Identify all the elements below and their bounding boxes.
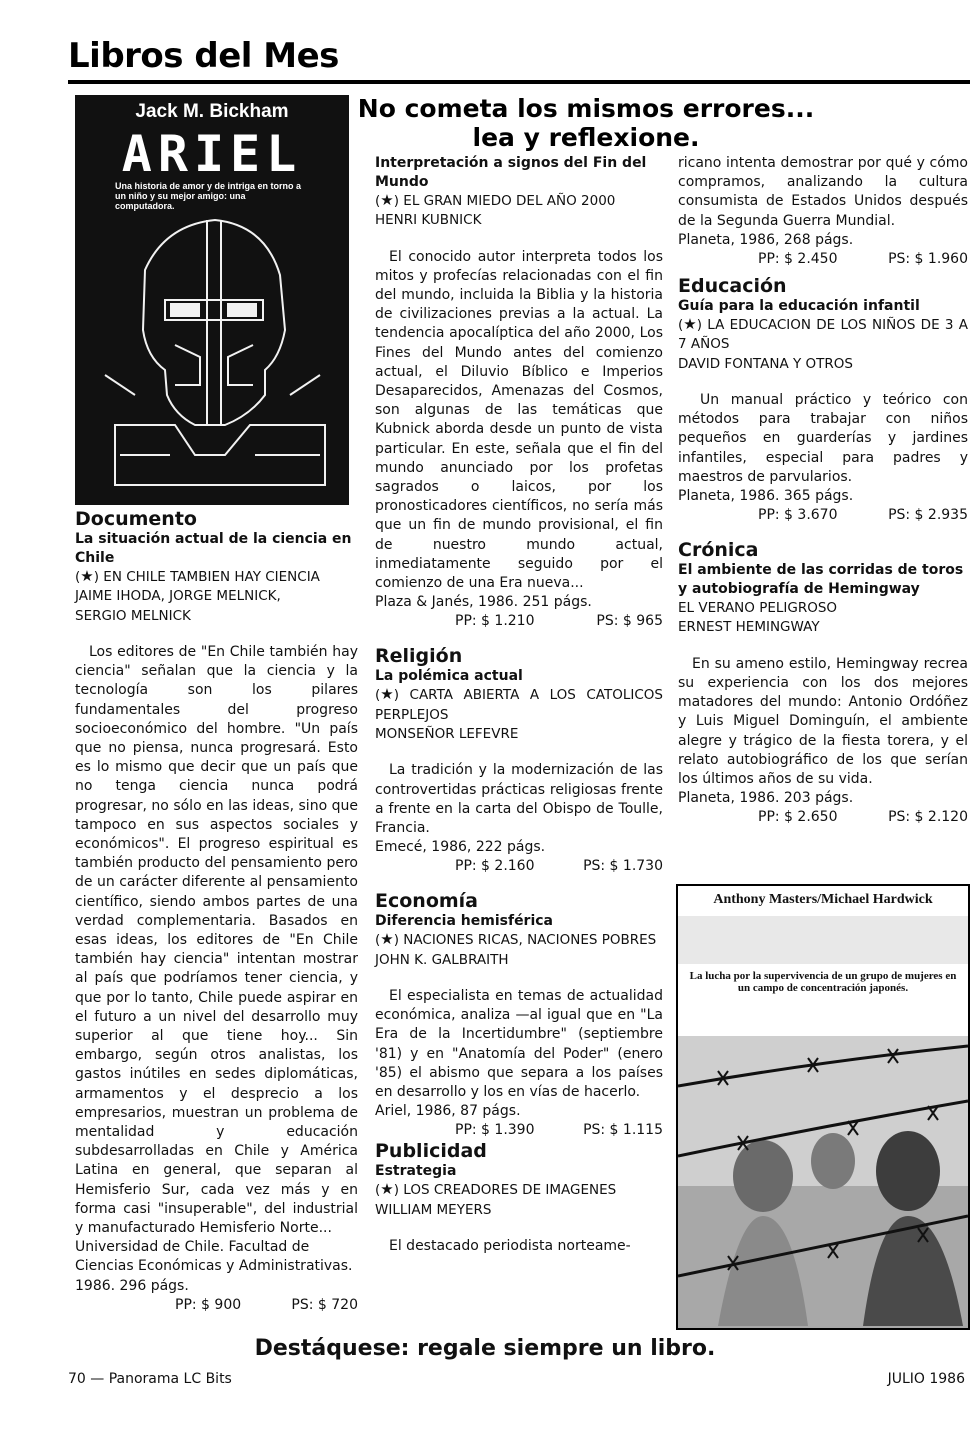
book-documento (75, 508, 358, 1315)
title-cronica: EL VERANO PELIGROSO (678, 600, 838, 617)
body-cronica: En su ameno estilo, Hemingway recrea su experiencia con los dos mejores matadores del mundo: Antonio Ordóñez y Luis Miguel Dominguín, el ambiente alegre y trágico de la fiesta torera, y el relato autobiográfico de los que serían los últimos años de su vida. (678, 655, 968, 787)
price-pp: PP: $ 900 (175, 1296, 242, 1313)
cover-face-illustration (75, 95, 349, 505)
category-religion: Religión (375, 645, 463, 668)
body-documento: Los editores de "En Chile también hay ciencia" señalan que la ciencia y la tecnología son los pilares fundamentales del progreso socioeconómico del hombre. "Un país que no piensa, nunca progresará. Esto es lo mismo que decir que un país que no tenga ciencia nunca podrá progresar, no sólo en las ideas, sino que tampoco en sus aspectos sociales y económicos". El progreso espiritual es también producto del pensamiento pero de un carácter diferente al pensamiento científico, siendo ambos partes de una verdad complementaria. Basados en esas ideas, los editores de "En Chile también hay ciencia" intentan mostrar al país que podríamos tener ciencia, y que por lo tanto, Chile puede aspirar en el futuro a un nivel del desarrollo muy superior al que tiene hoy... Sin embargo, según otros analistas, los gastos inútiles en sedes diplomáticas, armamentos y el desprecio a los empresarios, muestran un problema de mentalidad y educación subdesarrolladas en Chile y América Latina en general, que separan al Hemisferio Sur, cada vez más y en forma casi "insuperable", del industrial y manufacturado Hemisferio Norte... (75, 643, 358, 1236)
right-column (678, 154, 968, 827)
star-icon: ★ (380, 1180, 394, 1199)
category-cronica: Crónica (678, 539, 759, 562)
section-title: Libros del Mes (68, 36, 339, 76)
prices-economia (375, 1121, 663, 1140)
publisher-publicidad: Planeta, 1986, 268 págs. (678, 231, 854, 248)
authors-cronica: ERNEST HEMINGWAY (678, 619, 820, 636)
authors-publicidad: WILLIAM MEYERS (375, 1201, 492, 1218)
subtitle-documento: La situación actual de la ciencia en Chile (75, 531, 352, 566)
category-educacion: Educación (678, 275, 787, 298)
publisher-documento: Universidad de Chile. Facultad de Ciencias Económicas y Administrativas. 1986. 296 págs. (75, 1239, 353, 1294)
authors-interpretacion: HENRI KUBNICK (375, 212, 482, 229)
star-icon: ★ (380, 191, 394, 209)
middle-column (375, 154, 663, 1256)
price-ps: PS: $ 965 (596, 613, 663, 630)
publisher-interpretacion: Plaza & Janés, 1986. 251 págs. (375, 594, 592, 611)
price-ps: PS: $ 720 (291, 1296, 358, 1313)
cover-tagline: Una historia de amor y de intriga en torno a un niño y su mejor amigo: una computadora. (115, 181, 302, 211)
issue-date: JULIO 1986 (887, 1371, 965, 1387)
authors-religion: MONSEÑOR LEFEVRE (375, 726, 519, 743)
subtitle-economia: Diferencia hemisférica (375, 913, 554, 930)
star-icon: ★ (380, 685, 394, 704)
cover2-authors: Anthony Masters/Michael Hardwick (713, 892, 933, 907)
title-economia: (★) NACIONES RICAS, NACIONES POBRES (375, 930, 657, 949)
price-pp: PP: $ 1.210 (455, 613, 535, 630)
book-cover-ariel (75, 95, 349, 505)
price-ps: PS: $ 2.935 (888, 507, 968, 524)
publisher-economia: Ariel, 1986, 87 págs. (375, 1103, 521, 1120)
title-publicidad: (★) LOS CREADORES DE IMAGENES (375, 1180, 617, 1199)
cover2-tagline: La lucha por la supervivencia de un grupo de mujeres en un campo de concentración japonés. (689, 970, 957, 994)
price-pp: PP: $ 2.160 (455, 858, 535, 875)
subtitle-religion: La polémica actual (375, 668, 523, 685)
body-educacion: Un manual práctico y teórico con métodos para trabajar con niños pequeños en guarderías y jardines infantiles, especial para padres y maestros de parvularios. (678, 391, 968, 485)
prices-religion (375, 857, 663, 876)
book-cover-tenko (676, 884, 970, 1330)
page-label: 70 — Panorama LC Bits (68, 1371, 232, 1387)
authors-economia: JOHN K. GALBRAITH (375, 951, 509, 968)
body-publicidad-cont: ricano intenta demostrar por qué y cómo compramos, analizando la cultura consumista de Estados Unidos después de la Segunda Guerra Mundial. (678, 155, 968, 229)
star-icon: ★ (80, 567, 94, 585)
prices-interpretacion (375, 612, 663, 631)
prices-educacion (678, 506, 968, 525)
body-interpretacion: El conocido autor interpreta todos los mitos y profecías relacionadas con el fin del mundo, incluida la Biblia y la historia de civilizaciones previas a la actual. La tendencia apocalíptica del año 2000, Los Fines del Mundo antes del comienzo actual, el Diluvio Bíblico e Imperios Desaparecidos, Amenazas del Cosmos, son algunas de las temáticas que Kubnick aborda desde un punto de vista particular. En este, señala que el fin del mundo anunciado por los profetas sagrados o laicos, por los pronosticadores científicos, no sería más que un fin de mundo provisional, el fin de nuestro mundo actual, inmediatamente seguido por el comienzo de una Era nueva... (375, 248, 663, 592)
subtitle-interpretacion: Interpretación a signos del Fin del Mundo (375, 155, 647, 190)
price-ps: PS: $ 2.120 (888, 809, 968, 826)
publisher-cronica: Planeta, 1986. 203 págs. (678, 790, 854, 807)
price-pp: PP: $ 2.450 (758, 251, 838, 268)
category-publicidad: Publicidad (375, 1140, 487, 1163)
category-documento: Documento (75, 508, 197, 530)
headline: No cometa los mismos errores... lea y reflexione. (357, 94, 815, 152)
prices-documento (75, 1296, 358, 1315)
body-economia: El especialista en temas de actualidad económica, analiza —al igual que en "La Era de la Incertidumbre" (septiembre '81) y en "Anatomía del Poder" (enero '85) el abismo que separa a los países en desarrollo y los en vías de hacerlo. (375, 987, 663, 1100)
price-ps: PS: $ 1.115 (583, 1122, 663, 1139)
title-interpretacion: (★) EL GRAN MIEDO DEL AÑO 2000 (375, 191, 616, 209)
authors-educacion: DAVID FONTANA Y OTROS (678, 355, 853, 372)
authors-documento: JAIME IHODA, JORGE MELNICK, (75, 588, 281, 605)
price-pp: PP: $ 1.390 (455, 1122, 535, 1139)
price-ps: PS: $ 1.730 (583, 858, 663, 875)
title-educacion: (★) LA EDUCACION DE LOS NIÑOS DE 3 A 7 AÑOS (678, 315, 968, 353)
star-icon: ★ (380, 930, 394, 949)
body-religion: La tradición y la modernización de las controvertidas prácticas religiosas frente a frente en la carta del Obispo de Toulle, Francia. (375, 762, 663, 836)
category-economia: Economía (375, 890, 479, 913)
prices-cronica (678, 808, 968, 827)
footer-banner: Destáquese: regale siempre un libro. (254, 1336, 716, 1361)
prices-publicidad (678, 250, 968, 269)
price-pp: PP: $ 2.650 (758, 809, 838, 826)
subtitle-cronica: El ambiente de las corridas de toros y autobiografía de Hemingway (678, 562, 964, 598)
cover-title: ARIEL (121, 125, 303, 183)
publisher-educacion: Planeta, 1986. 365 págs. (678, 487, 854, 504)
header-rule (68, 80, 970, 84)
star-icon: ★ (683, 315, 697, 334)
cover2-photo-illustration (678, 886, 968, 1328)
title-documento: (★) EN CHILE TAMBIEN HAY CIENCIA (75, 567, 320, 585)
cover-author: Jack M. Bickham (135, 101, 289, 122)
authors-documento-2: SERGIO MELNICK (75, 607, 191, 624)
subtitle-educacion: Guía para la educación infantil (678, 298, 920, 315)
publisher-religion: Emecé, 1986, 222 págs. (375, 839, 546, 856)
subtitle-publicidad: Estrategia (375, 1163, 457, 1180)
title-religion: (★) CARTA ABIERTA A LOS CATOLICOS PERPLEJOS (375, 685, 663, 723)
price-pp: PP: $ 3.670 (758, 507, 838, 524)
body-publicidad-start: El destacado periodista norteame- (389, 1237, 631, 1254)
price-ps: PS: $ 1.960 (888, 251, 968, 268)
